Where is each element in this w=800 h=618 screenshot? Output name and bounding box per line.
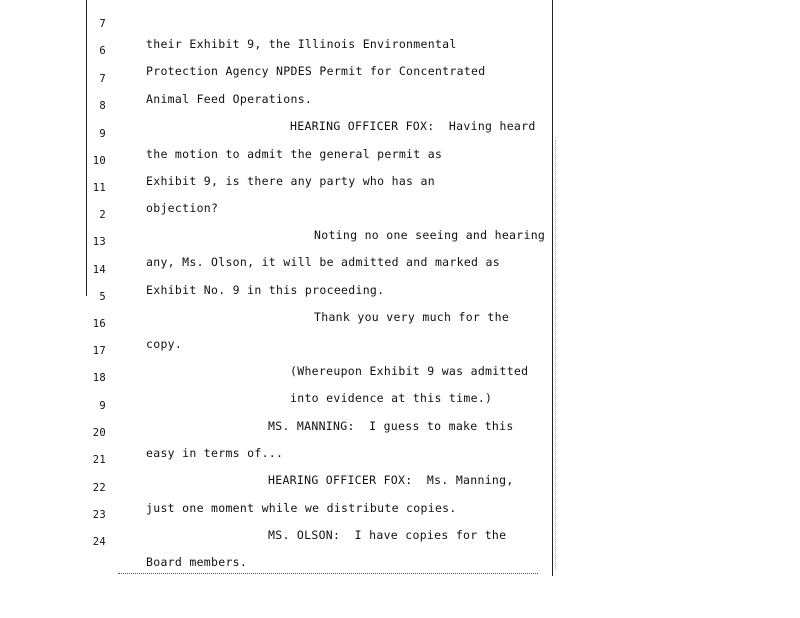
scan-bottom-noise (118, 573, 538, 578)
line-number: 11 (92, 182, 106, 194)
line-text: HEARING OFFICER FOX: Having heard (290, 119, 536, 133)
line-number: 20 (92, 427, 106, 439)
line-text: Board members. (146, 555, 248, 569)
line-text: copy. (146, 337, 183, 351)
line-number: 10 (92, 155, 106, 167)
line-number: 21 (92, 454, 106, 466)
line-number: 14 (92, 264, 106, 276)
line-number: 6 (99, 45, 106, 57)
line-number: 2 (99, 209, 106, 221)
line-text: the motion to admit the general permit as (146, 147, 443, 161)
transcript-line (0, 0, 552, 51)
scan-margin-marks (555, 140, 560, 570)
line-text: their Exhibit 9, the Illinois Environmental (146, 37, 457, 51)
line-number: 13 (92, 236, 106, 248)
line-number: 7 (99, 73, 106, 85)
line-text: easy in terms of... (146, 446, 284, 460)
right-margin-rule (552, 0, 553, 576)
line-text: (Whereupon Exhibit 9 was admitted (290, 364, 529, 378)
line-text: objection? (146, 201, 219, 215)
line-number: 9 (99, 128, 106, 140)
line-text: MS. MANNING: I guess to make this (268, 419, 514, 433)
line-number: 17 (92, 345, 106, 357)
line-text: Exhibit 9, is there any party who has an (146, 174, 435, 188)
line-number: 24 (92, 536, 106, 548)
line-text: MS. OLSON: I have copies for the (268, 528, 507, 542)
line-number: 8 (99, 100, 106, 112)
line-number: 5 (99, 291, 106, 303)
line-text: Noting no one seeing and hearing (314, 228, 546, 242)
line-number: 16 (92, 318, 106, 330)
line-text: Protection Agency NPDES Permit for Concentrated (146, 64, 486, 78)
line-text: HEARING OFFICER FOX: Ms. Manning, (268, 473, 514, 487)
line-number: 23 (92, 509, 106, 521)
line-text: any, Ms. Olson, it will be admitted and marked as (146, 255, 500, 269)
line-number: 18 (92, 372, 106, 384)
line-text: Thank you very much for the (314, 310, 510, 324)
line-number: 22 (92, 482, 106, 494)
line-number: 7 (99, 18, 106, 30)
line-text: Animal Feed Operations. (146, 92, 313, 106)
line-text: just one moment while we distribute copies. (146, 501, 457, 515)
line-text: into evidence at this time.) (290, 391, 493, 405)
line-text: Exhibit No. 9 in this proceeding. (146, 283, 385, 297)
line-number: 9 (99, 400, 106, 412)
